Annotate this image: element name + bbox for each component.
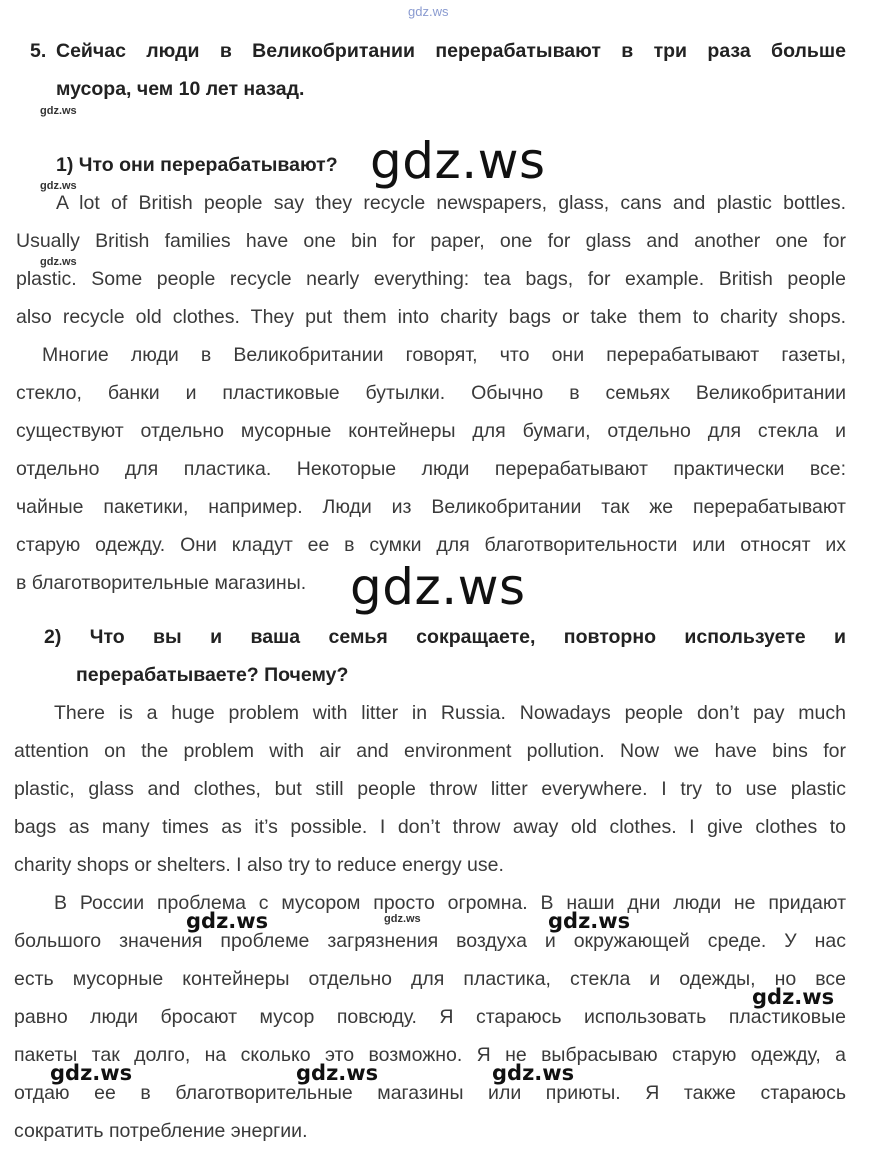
- watermark-medium: gdz.ws: [548, 909, 631, 933]
- task-title-line-1: [30, 32, 846, 70]
- watermark-large: gdz.ws: [350, 558, 526, 616]
- q2-english-line: There is a huge problem with litter in Russia. Nowadays people don’t pay much: [54, 702, 846, 724]
- q1-russian-line: отдельно для пластика. Некоторые люди перерабатывают практически все:: [16, 458, 846, 480]
- q1-russian-line: стекло, банки и пластиковые бутылки. Обычно в семьях Великобритании: [16, 382, 846, 404]
- q1-russian-line: в благотворительные магазины.: [16, 572, 307, 594]
- watermark-top: gdz.ws: [408, 4, 449, 19]
- q1-russian-line: чайные пакетики, например. Люди из Великобритании так же перерабатывают: [16, 496, 846, 518]
- q2-russian-line: равно люди бросают мусор повсюду. Я стараюсь использовать пластиковые: [14, 1006, 846, 1028]
- q1-english-line: Usually British families have one bin for paper, one for glass and another one for: [16, 230, 846, 252]
- watermark-medium: gdz.ws: [186, 909, 269, 933]
- watermark-small: gdz.ws: [384, 913, 421, 925]
- q2-russian-line: есть мусорные контейнеры отдельно для пластика, стекла и одежды, но все: [14, 968, 846, 990]
- q2-russian-line: большого значения проблеме загрязнения воздуха и окружающей среде. У нас: [14, 930, 846, 952]
- q2-english-line: plastic, glass and clothes, but still people throw litter everywhere. I try to use plastic: [14, 778, 846, 800]
- q2-english-line: charity shops or shelters. I also try to reduce energy use.: [14, 854, 504, 876]
- q2-english-line: bags as many times as it’s possible. I don’t throw away old clothes. I give clothes to: [14, 816, 846, 838]
- q2-heading-line-2: перерабатываете? Почему?: [76, 664, 349, 686]
- q2-english-line: attention on the problem with air and environment pollution. Now we have bins for: [14, 740, 846, 762]
- watermark-large: gdz.ws: [370, 132, 546, 190]
- q1-heading: 1) Что они перерабатывают?: [56, 154, 338, 176]
- watermark-medium: gdz.ws: [296, 1061, 379, 1085]
- q2-russian-line: сократить потребление энергии.: [14, 1120, 308, 1142]
- q2-heading-line-1: 2) Что вы и ваша семья сокращаете, повторно используете и: [44, 626, 846, 648]
- watermark-small: gdz.ws: [40, 105, 77, 117]
- q1-russian-line: старую одежду. Они кладут ее в сумки для благотворительности или относят их: [16, 534, 846, 556]
- watermark-medium: gdz.ws: [50, 1061, 133, 1085]
- task-number: 5.: [30, 40, 47, 62]
- watermark-medium: gdz.ws: [752, 985, 835, 1009]
- task-title-line-2: мусора, чем 10 лет назад.: [56, 78, 305, 100]
- q2-russian-line: В России проблема с мусором просто огромна. В наши дни люди не придают: [54, 892, 846, 914]
- q1-english-line: A lot of British people say they recycle newspapers, glass, cans and plastic bottles.: [56, 192, 846, 214]
- q2-russian-line: отдаю ее в благотворительные магазины или приюты. Я также стараюсь: [14, 1082, 846, 1104]
- watermark-medium: gdz.ws: [492, 1061, 575, 1085]
- q1-russian-line: Многие люди в Великобритании говорят, что они перерабатывают газеты,: [42, 344, 846, 366]
- task-title-text: Сейчас люди в Великобритании перерабатывают в три раза больше: [56, 40, 846, 62]
- q2-russian-line: пакеты так долго, на сколько это возможно. Я не выбрасываю старую одежду, а: [14, 1044, 846, 1066]
- q1-english-line: plastic. Some people recycle nearly everything: tea bags, for example. British people: [16, 268, 846, 290]
- q1-russian-line: существуют отдельно мусорные контейнеры для бумаги, отдельно для стекла и: [16, 420, 846, 442]
- watermark-small: gdz.ws: [40, 256, 77, 268]
- q1-english-line: also recycle old clothes. They put them into charity bags or take them to charity shops.: [16, 306, 846, 328]
- watermark-small: gdz.ws: [40, 180, 77, 192]
